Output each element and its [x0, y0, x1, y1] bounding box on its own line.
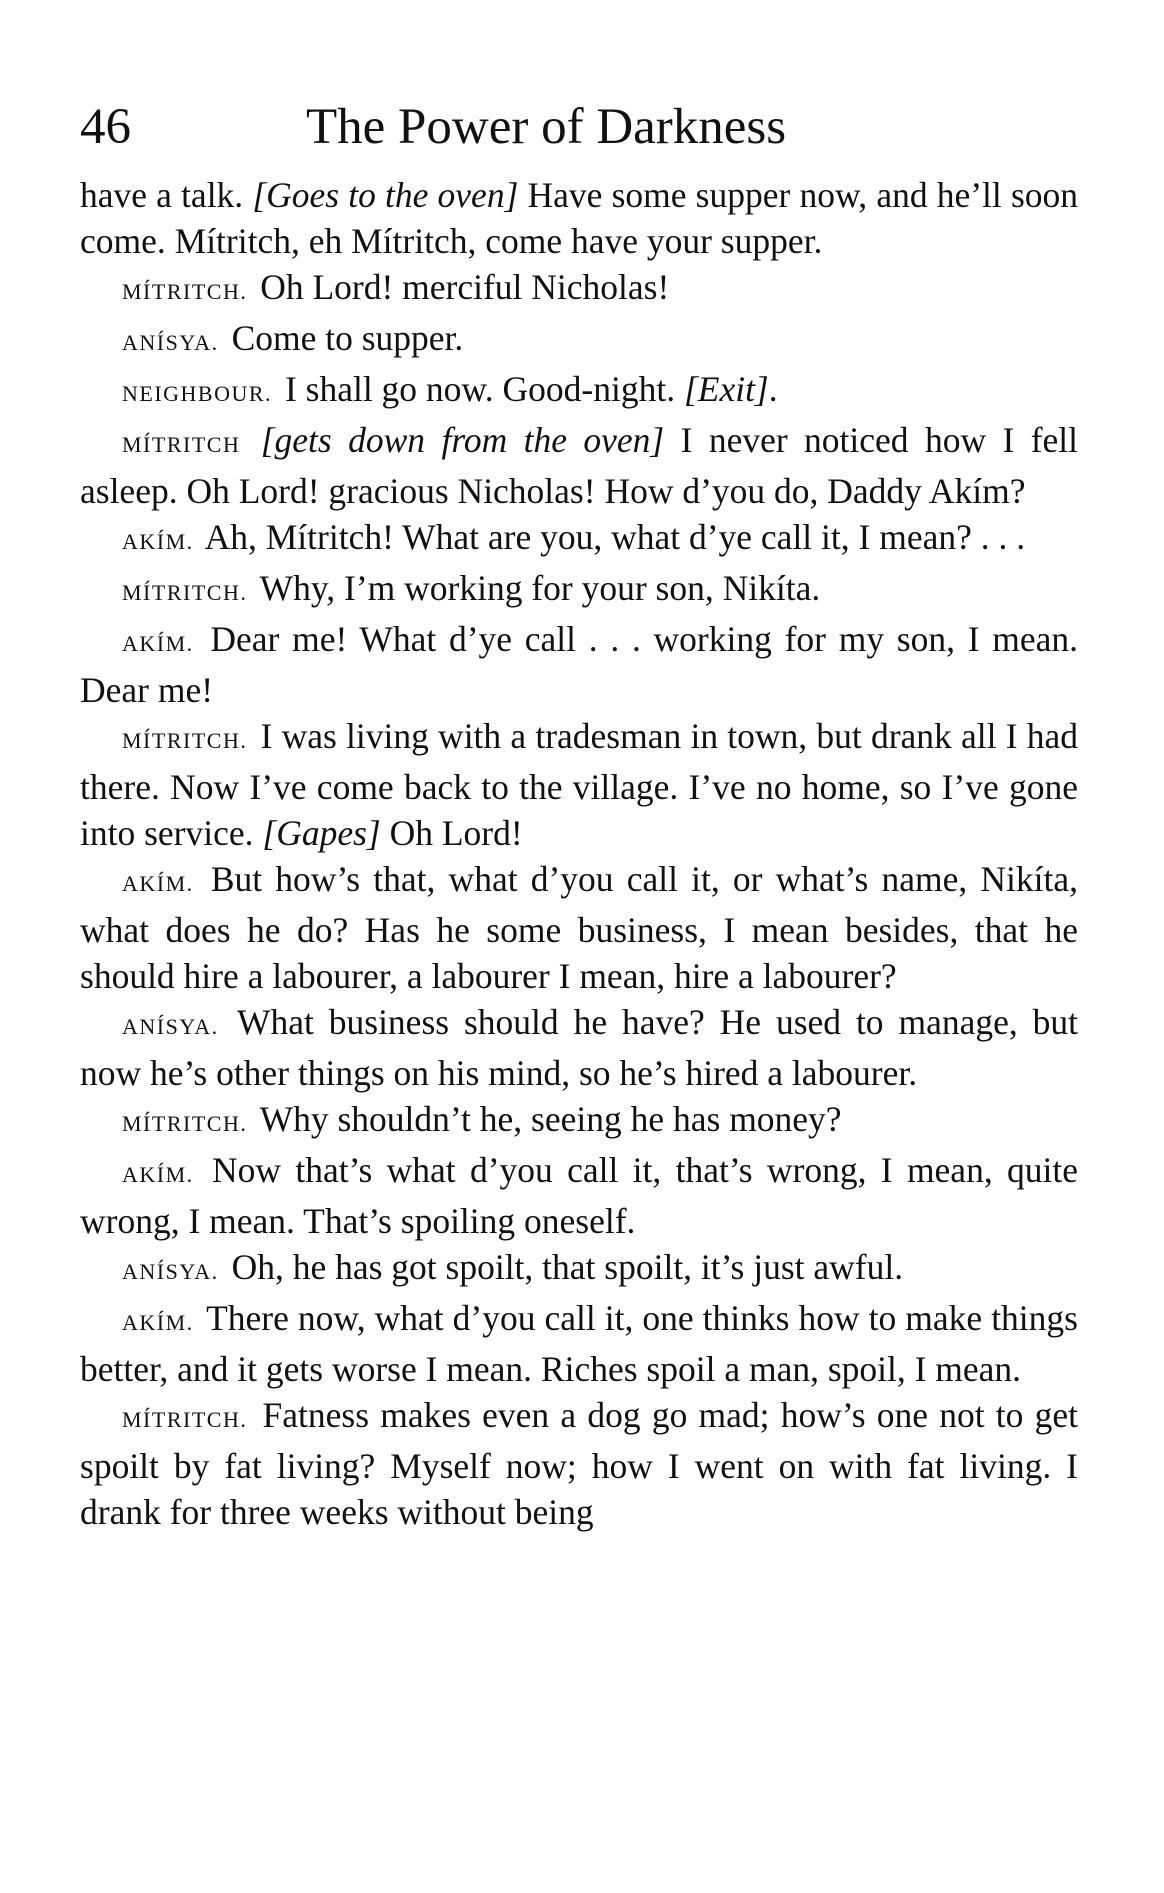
dialogue-line: I was living with a tradesman in town, but drank all I had there. Now I’ve come back to the village. I’ve no home, so I’ve gone into service.	[80, 716, 1078, 853]
dialogue-paragraph	[80, 1295, 1078, 1392]
speaker-name: MÍTRITCH.	[122, 279, 248, 304]
running-title: The Power of Darkness	[306, 99, 787, 155]
speaker-name: NEIGHBOUR.	[122, 381, 273, 406]
dialogue-line: There now, what d’you call it, one thinks how to make things better, and it gets worse I mean. Riches spoil a man, spoil, I mean.	[80, 1298, 1078, 1389]
page-header	[80, 92, 1080, 162]
dialogue-paragraph	[80, 514, 1078, 565]
dialogue-line: have a talk.	[80, 175, 253, 215]
dialogue-line: Oh Lord! merciful Nicholas!	[260, 267, 670, 307]
stage-direction: [Gapes]	[262, 813, 381, 853]
dialogue-line: Now that’s what d’you call it, that’s wrong, I mean, quite wrong, I mean. That’s spoiling oneself.	[80, 1150, 1079, 1241]
dialogue-line: Have some supper now, and he’ll soon come. Mítritch, eh Mítritch, come have your supper.	[80, 175, 1079, 261]
dialogue-paragraph	[80, 616, 1078, 713]
dialogue-line: Ah, Mítritch! What are you, what d’ye call it, I mean? . . .	[204, 517, 1026, 557]
speaker-name: MÍTRITCH.	[122, 580, 248, 605]
dialogue-line: Fatness makes even a dog go mad; how’s one not to get spoilt by fat living? Myself now; how I went on with fat living. I drank for three weeks without being	[80, 1395, 1078, 1532]
dialogue-line: Oh Lord!	[380, 813, 523, 853]
dialogue-paragraph	[80, 1392, 1078, 1535]
dialogue-paragraph	[80, 366, 1078, 417]
speaker-name: AKÍM.	[122, 529, 194, 554]
stage-direction: [Goes to the oven]	[252, 175, 519, 215]
dialogue-paragraph	[80, 172, 1078, 264]
dialogue-line: Oh, he has got spoilt, that spoilt, it’s just awful.	[231, 1247, 904, 1287]
dialogue-paragraph	[80, 999, 1078, 1096]
speaker-name: MÍTRITCH	[122, 432, 241, 457]
dialogue-paragraph	[80, 713, 1078, 856]
dialogue-paragraph	[80, 565, 1078, 616]
speaker-name: AKÍM.	[122, 631, 194, 656]
dialogue-line: I never noticed how I fell asleep. Oh Lord! gracious Nicholas! How d’you do, Daddy Akím?	[80, 420, 1078, 511]
speaker-name: AKÍM.	[122, 1162, 194, 1187]
page-number: 46	[80, 99, 131, 155]
dialogue-line: Dear me! What d’ye call . . . working for my son, I mean. Dear me!	[80, 619, 1079, 710]
dialogue-paragraph	[80, 1096, 1078, 1147]
dialogue-paragraph	[80, 1244, 1078, 1295]
speaker-name: ANÍSYA.	[122, 330, 219, 355]
speaker-name: MÍTRITCH.	[122, 1111, 248, 1136]
dialogue-line: What business should he have? He used to manage, but now he’s other things on his mind, so he’s hired a labourer.	[80, 1002, 1078, 1093]
dialogue-paragraph	[80, 315, 1078, 366]
speaker-name: MÍTRITCH.	[122, 728, 248, 753]
speaker-name: ANÍSYA.	[122, 1259, 219, 1284]
speaker-name: AKÍM.	[122, 871, 194, 896]
dialogue-paragraph	[80, 856, 1078, 999]
stage-direction: [gets down from the oven]	[260, 420, 665, 460]
dialogue-text	[80, 172, 1078, 1535]
dialogue-paragraph	[80, 264, 1078, 315]
stage-direction: [Exit]	[683, 369, 769, 409]
dialogue-line: I shall go now. Good-night.	[284, 369, 684, 409]
dialogue-paragraph	[80, 417, 1078, 514]
dialogue-line: But how’s that, what d’you call it, or what’s name, Nikíta, what does he do? Has he some business, I mean besides, that he should hire a labourer, a labourer I mean, hire a labourer?	[80, 859, 1079, 996]
dialogue-line: Why shouldn’t he, seeing he has money?	[259, 1099, 842, 1139]
dialogue-line: Come to supper.	[231, 318, 464, 358]
dialogue-paragraph	[80, 1147, 1078, 1244]
speaker-name: ANÍSYA.	[122, 1014, 219, 1039]
dialogue-line: Why, I’m working for your son, Nikíta.	[259, 568, 821, 608]
speaker-name: MÍTRITCH.	[122, 1407, 248, 1432]
dialogue-line: .	[768, 369, 778, 409]
speaker-name: AKÍM.	[122, 1310, 194, 1335]
